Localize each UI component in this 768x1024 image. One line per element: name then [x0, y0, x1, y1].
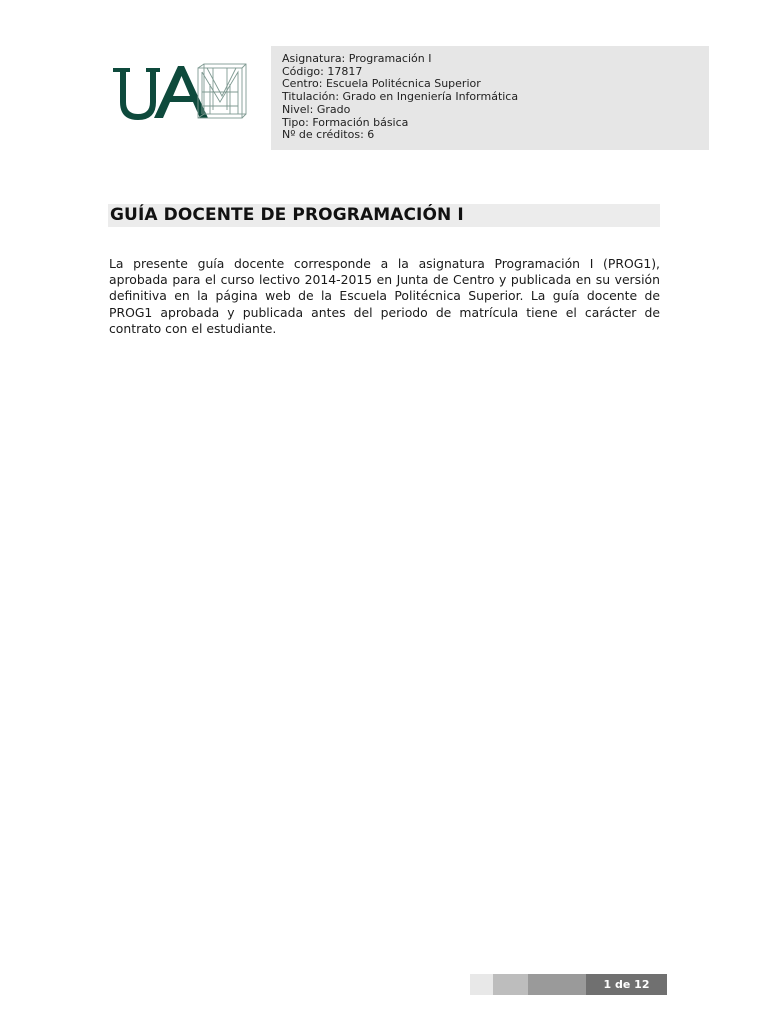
info-creditos: Nº de créditos: 6: [282, 128, 375, 142]
pager-bar-segment: [493, 974, 528, 995]
info-asignatura: Asignatura: Programación I: [282, 52, 432, 65]
intro-paragraph: La presente guía docente corresponde a la asignatura Programación I (PROG1), aprobada para el curso lectivo 2014-2015 en Junta de Centro y publicada en su versión definitiva en la página web de la Escuela Politécnica Superior. La guía docente de PROG1 aprobada y publicada antes del periodo de matrícula tiene el carácter de contrato con el estudiante.: [109, 256, 660, 336]
page-title: GUÍA DOCENTE DE PROGRAMACIÓN I: [110, 205, 464, 225]
course-info-box: [271, 46, 709, 150]
title-bar: [108, 204, 660, 227]
pager-bar-segment: [470, 974, 493, 995]
info-titulacion: Titulación: Grado en Ingeniería Informática: [282, 90, 519, 104]
page-number: 1 de 12: [586, 974, 667, 995]
info-codigo: Código: 17817: [282, 64, 363, 78]
info-nivel: Nivel: Grado: [282, 102, 351, 116]
pager-bar-segment: [528, 974, 586, 995]
info-centro: Centro: Escuela Politécnica Superior: [282, 77, 481, 91]
info-tipo: Tipo: Formación básica: [282, 115, 409, 129]
uam-logo: [110, 62, 248, 122]
